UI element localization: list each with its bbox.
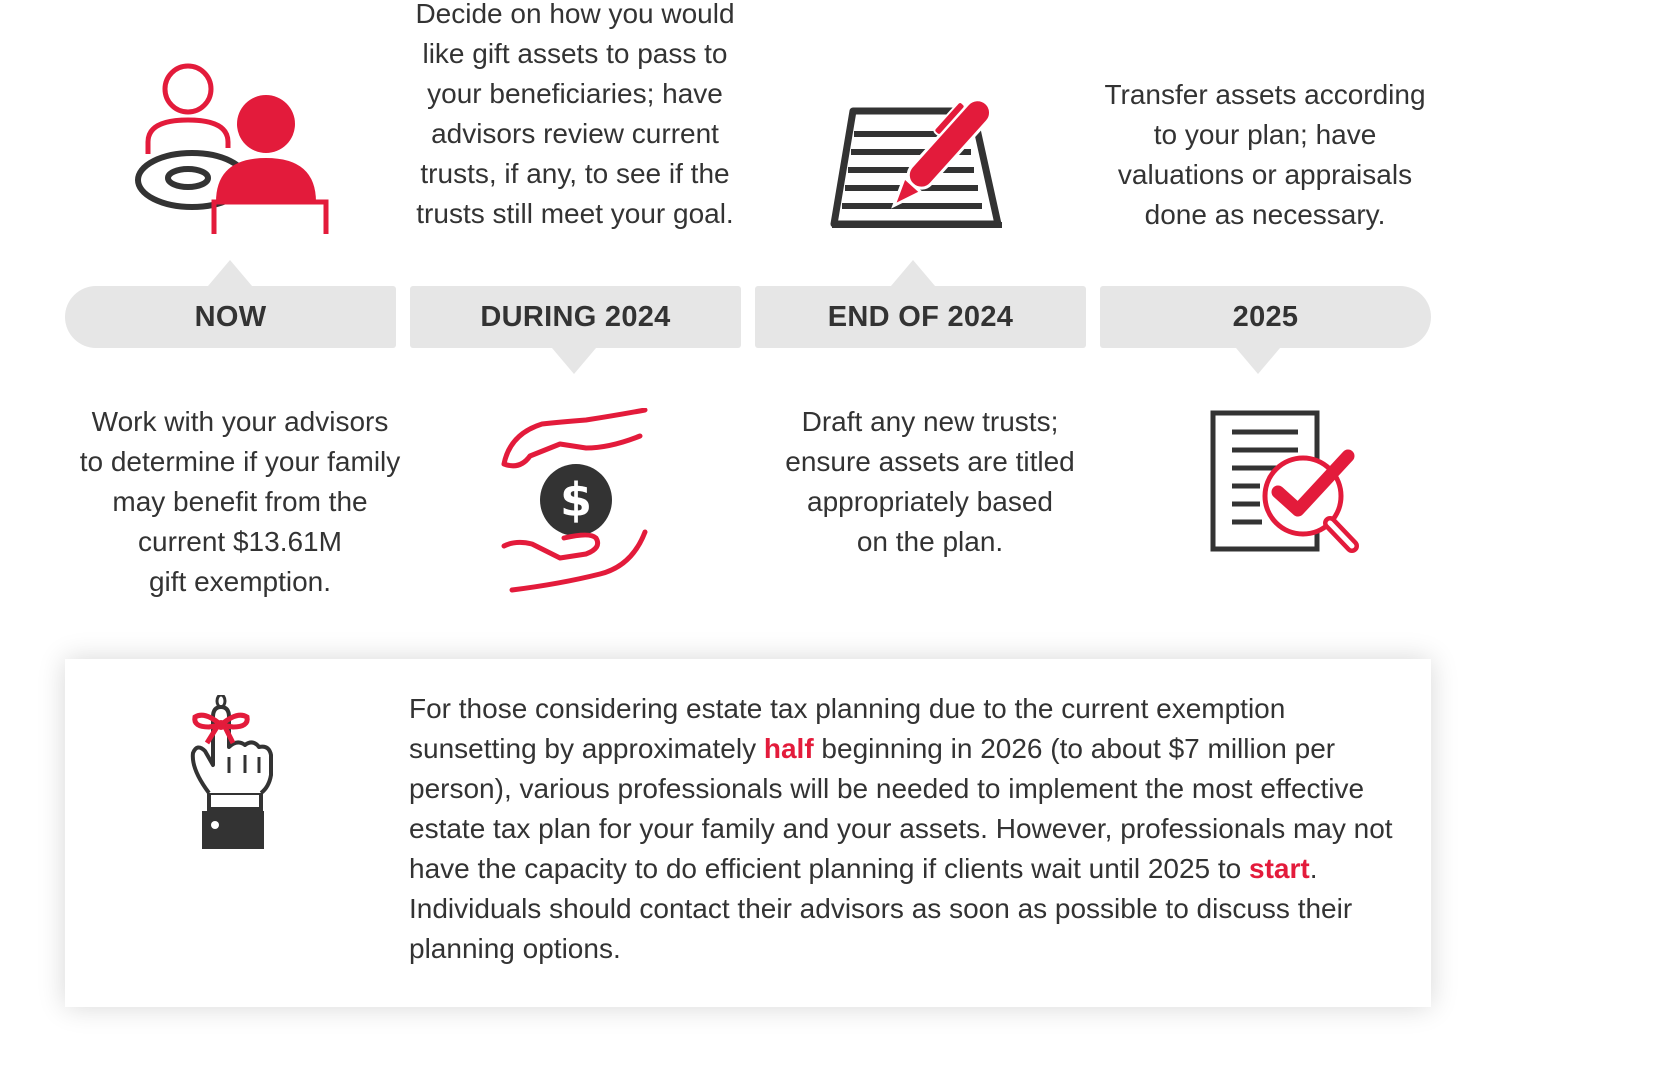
timeline-track: [65, 286, 1431, 348]
hands-dollar-icon: [500, 408, 660, 594]
document-pen-icon: [828, 64, 1038, 230]
reminder-text: [409, 689, 1409, 969]
end-of-2024-description: Draft any new trusts; ensure assets are titled appropriately based on the plan.: [785, 406, 1075, 557]
timeline-step-2025: [1100, 286, 1431, 348]
svg-text:$: $: [559, 473, 593, 527]
during-2024-pointer: [552, 348, 596, 374]
year-2025-description: Transfer assets according to your plan; have valuations or appraisals done as necessary.: [1104, 79, 1426, 230]
timeline-label-during-2024: DURING 2024: [480, 300, 671, 333]
reminder-highlight-half: half: [763, 733, 814, 764]
end-of-2024-pointer: [891, 260, 935, 286]
year-2025-pointer: [1236, 348, 1280, 374]
document-check-magnifier-icon: [1210, 410, 1360, 555]
reminder-text-part-3: . Individuals should contact their advisors as soon as possible to discuss their planning options.: [409, 853, 1353, 964]
timeline-label-end-of-2024: END OF 2024: [827, 300, 1014, 333]
now-description: Work with your advisors to determine if your family may benefit from the current $13.61M gift exemption.: [79, 406, 401, 597]
reminder-text-part-1: For those considering estate tax planning due to the current exemption sunsetting by approximately: [409, 693, 1286, 764]
timeline-step-during-2024: [410, 286, 741, 348]
timeline-label-2025: 2025: [1232, 300, 1299, 333]
timeline-label-now: NOW: [194, 300, 267, 333]
reminder-text-part-2: beginning in 2026 (to about $7 million per person), various professionals will be needed to implement the most effective estate tax plan for your family and your assets. However, professionals may not have the capacity to do efficient planning if clients wait until 2025 to: [409, 733, 1393, 884]
now-pointer: [208, 260, 252, 286]
meeting-advisors-icon: [130, 62, 330, 234]
reminder-note-box: [65, 659, 1431, 1007]
during-2024-description: Decide on how you would like gift assets to pass to your beneficiaries; have advisors review current trusts, if any, to see if the trusts still meet your goal.: [415, 0, 735, 229]
timeline-step-end-of-2024: [755, 286, 1086, 348]
timeline-step-now: [65, 286, 396, 348]
reminder-highlight-start: start: [1249, 853, 1310, 884]
finger-ribbon-reminder-icon: [187, 695, 287, 855]
